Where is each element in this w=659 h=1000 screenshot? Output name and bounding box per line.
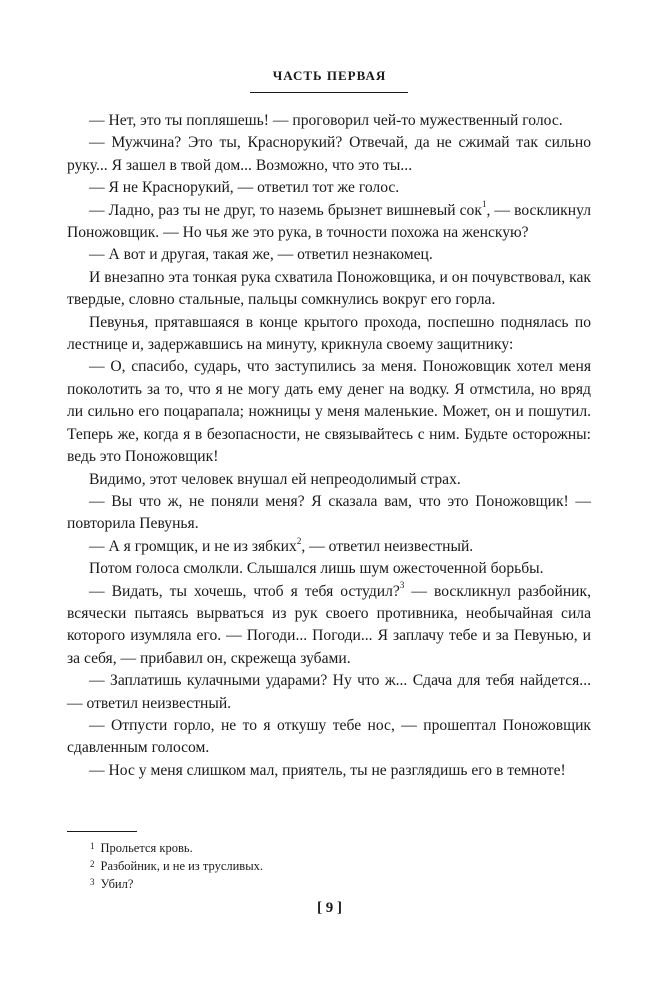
paragraph: [67, 536, 591, 558]
footnote: [90, 840, 590, 858]
footnote-rule: [67, 831, 137, 832]
page-number: [ 9 ]: [317, 900, 342, 916]
footnote-number: 1: [90, 841, 95, 851]
footnote-number: 2: [90, 859, 95, 869]
footnote-mark: 1: [481, 199, 487, 210]
paragraph: — Нос у меня слишком мал, приятель, ты не разглядишь его в темноте!: [89, 761, 566, 779]
footnote-text: Разбойник, и не из трусливых.: [100, 859, 263, 873]
paragraph: — О, спасибо, сударь, что заступились за меня. Поножовщик хотел меня поколотить за то, что я не могу дать ему денег на водку. Я отмстила, но вряд ли сильно его поцарапала; ножницы у меня маленькие. Может, он и пошутил. Теперь же, когда я в безопасности, не связывайтесь с ним. Будьте осторожны: ведь это Поножовщик!: [67, 358, 591, 466]
paragraph: — Заплатишь кулачными ударами? Ну что ж... Сдача для тебя найдется... — ответил неизвестный.: [67, 672, 591, 712]
paragraph: — А вот и другая, такая же, — ответил незнакомец.: [89, 246, 433, 264]
footnote-mark: 3: [399, 580, 405, 591]
paragraph-text: — воскликнул разбойник, всячески пытаясь вырваться из рук своего противника, необычайная сила которого изумляла его. — Погоди... Погоди... Я заплачу тебе и за Певунью, и за себя, — прибавил он, скрежеща зубами.: [67, 582, 591, 667]
footnotes: [90, 840, 590, 894]
footnote: [90, 858, 590, 876]
paragraph: [67, 581, 591, 671]
paragraph: Потом голоса смолкли. Слышался лишь шум ожесточенной борьбы.: [89, 560, 544, 578]
footnote-mark: 2: [296, 535, 302, 546]
header-rule: [250, 92, 408, 93]
paragraph: [67, 200, 591, 245]
paragraph: Певунья, прятавшаяся в конце крытого прохода, поспешно поднялась по лестнице и, задержавшись на минуту, крикнула своему защитнику:: [67, 313, 591, 354]
paragraph: — Мужчина? Это ты, Краснорукий? Отвечай, да не сжимай так сильно руку... Я зашел в твой дом... Возможно, что это ты...: [67, 134, 591, 174]
paragraph: — Вы что ж, не поняли меня? Я сказала вам, что это Поножовщик! — повторила Певунья.: [67, 492, 591, 533]
body-text: [67, 110, 591, 782]
paragraph: — Нет, это ты попляшешь! — проговорил чей-то мужественный голос.: [89, 112, 563, 129]
paragraph: Видимо, этот человек внушал ей непреодолимый страх.: [89, 470, 461, 488]
paragraph-text: , — ответил неизвестный.: [301, 537, 474, 555]
running-header: ЧАСТЬ ПЕРВАЯ: [272, 68, 387, 83]
footnote-number: 3: [90, 877, 95, 887]
paragraph-text: — А я громщик, и не из зябких: [89, 537, 297, 555]
footnote: [90, 876, 590, 894]
paragraph-text: , — воскликнул Поножовщик. — Но чья же это рука, в точности похожа на женскую?: [67, 201, 591, 242]
paragraph-text: — Видать, ты хочешь, чтоб я тебя остудил?: [89, 582, 400, 600]
paragraph-text: — Ладно, раз ты не друг, то наземь брызнет вишневый сок: [89, 201, 482, 219]
footnote-text: Убил?: [100, 877, 134, 891]
paragraph: И внезапно эта тонкая рука схватила Поножовщика, и он почувствовал, как твердые, словно стальные, пальцы сомкнулись вокруг его горла.: [67, 268, 591, 309]
paragraph: — Отпусти горло, не то я откушу тебе нос, — прошептал Поножовщик сдавленным голосом.: [67, 716, 591, 757]
paragraph: — Я не Краснорукий, — ответил тот же голос.: [89, 179, 400, 197]
footnote-text: Прольется кровь.: [100, 841, 193, 855]
